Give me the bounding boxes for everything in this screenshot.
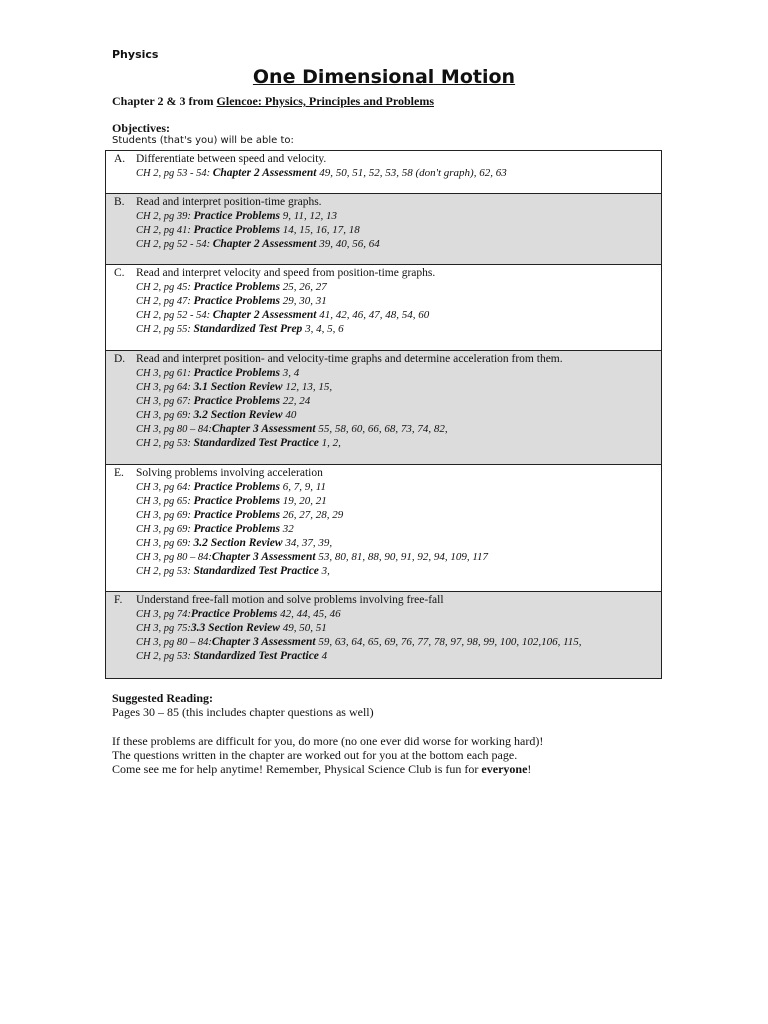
assignment-section: Chapter 2 Assessment	[212, 309, 317, 321]
assignment-reference: CH 2, pg 53 - 54:	[136, 168, 213, 179]
assignment-section: Practice Problems	[193, 509, 281, 521]
assignment-problems: 41, 42, 46, 47, 48, 54, 60	[316, 309, 430, 321]
assignment-line	[136, 280, 661, 294]
closing-emphasis: everyone	[481, 762, 528, 776]
assignment-line	[136, 166, 661, 180]
assignment-section: 3.1 Section Review	[193, 381, 283, 393]
assignment-section: Practice Problems	[193, 395, 281, 407]
closing-line-3-text: Come see me for help anytime! Remember, Physical Science Club is fun for	[112, 762, 482, 776]
objective-description: Understand free-fall motion and solve problems involving free-fall	[136, 594, 444, 606]
assignment-line	[136, 209, 661, 223]
assignment-line	[136, 536, 661, 550]
objective-row	[106, 351, 661, 465]
assignment-line	[136, 436, 661, 450]
assignment-line	[136, 621, 661, 635]
assignment-problems: 40	[282, 409, 297, 421]
assignment-problems: 55, 58, 60, 66, 68, 73, 74, 82,	[315, 423, 448, 435]
suggested-reading-label: Suggested Reading:	[112, 691, 214, 705]
objective-letter: B.	[114, 196, 125, 208]
assignment-problems: 32	[280, 523, 294, 535]
assignment-problems: 3, 4	[280, 367, 300, 379]
objective-row	[106, 465, 661, 592]
assignment-reference: CH 3, pg 65:	[136, 496, 194, 507]
objective-description: Read and interpret position-time graphs.	[136, 196, 322, 208]
assignment-reference: CH 2, pg 53:	[136, 566, 194, 577]
assignment-problems: 14, 15, 16, 17, 18	[280, 224, 360, 236]
assignment-line	[136, 308, 661, 322]
objective-description: Read and interpret position- and velocity-time graphs and determine acceleration from them.	[136, 353, 563, 365]
assignment-section: Practice Problems	[193, 224, 281, 236]
assignment-problems: 22, 24	[280, 395, 311, 407]
assignment-problems: 42, 44, 45, 46	[277, 608, 341, 620]
objective-description: Differentiate between speed and velocity.	[136, 153, 327, 165]
objective-row	[106, 265, 661, 351]
assignment-problems: 3,	[318, 565, 330, 577]
assignment-problems: 1, 2,	[318, 437, 341, 449]
assignment-line	[136, 508, 661, 522]
objective-letter: F.	[114, 594, 123, 606]
assignment-reference: CH 3, pg 75:	[136, 623, 191, 634]
assignment-reference: CH 2, pg 55:	[136, 324, 194, 335]
assignment-reference: CH 3, pg 61:	[136, 368, 194, 379]
assignment-line	[136, 366, 661, 380]
assignment-section: Practice Problems	[193, 481, 281, 493]
objective-description: Solving problems involving acceleration	[136, 467, 323, 479]
assignment-section: Practice Problems	[193, 367, 281, 379]
assignment-problems: 49, 50, 51, 52, 53, 58 (don't graph), 62, 63	[316, 167, 507, 179]
assignment-reference: CH 3, pg 80 – 84:	[136, 552, 212, 563]
assignment-section: Standardized Test Practice	[193, 650, 319, 662]
assignment-reference: CH 3, pg 74:	[136, 609, 191, 620]
assignment-reference: CH 2, pg 52 - 54:	[136, 239, 213, 250]
assignment-problems: 25, 26, 27	[280, 281, 327, 293]
assignment-line	[136, 380, 661, 394]
objective-heading	[106, 352, 661, 366]
objectives-label: Objectives:	[112, 121, 170, 135]
assignment-section: 3.2 Section Review	[193, 537, 283, 549]
objective-heading	[106, 266, 661, 280]
page-title: One Dimensional Motion	[252, 66, 516, 88]
assignment-problems: 53, 80, 81, 88, 90, 91, 92, 94, 109, 117	[315, 551, 489, 563]
assignment-problems: 9, 11, 12, 13	[280, 210, 337, 222]
assignment-problems: 4	[318, 650, 328, 662]
assignment-problems: 39, 40, 56, 64	[316, 238, 380, 250]
assignment-line	[136, 237, 661, 251]
assignment-reference: CH 3, pg 69:	[136, 524, 194, 535]
assignment-line	[136, 408, 661, 422]
closing-line-1: If these problems are difficult for you, do more (no one ever did worse for working hard)!	[112, 734, 544, 748]
assignment-line	[136, 564, 661, 578]
objective-letter: A.	[114, 153, 126, 165]
assignment-reference: CH 3, pg 69:	[136, 538, 194, 549]
assignment-problems: 29, 30, 31	[280, 295, 327, 307]
objective-heading	[106, 152, 661, 166]
suggested-reading-text: Pages 30 – 85 (this includes chapter questions as well)	[112, 705, 374, 719]
assignment-line	[136, 494, 661, 508]
assignment-section: Practice Problems	[193, 295, 281, 307]
assignment-section: 3.3 Section Review	[190, 622, 280, 634]
assignment-line	[136, 607, 661, 621]
assignment-reference: CH 3, pg 67:	[136, 396, 194, 407]
assignment-line	[136, 635, 661, 649]
assignment-section: Standardized Test Prep	[193, 323, 303, 335]
assignment-line	[136, 649, 661, 663]
assignment-line	[136, 223, 661, 237]
objective-row	[106, 194, 661, 265]
assignment-line	[136, 394, 661, 408]
assignment-problems: 59, 63, 64, 65, 69, 76, 77, 78, 97, 98, 99, 100, 102,106, 115,	[315, 636, 582, 648]
assignment-problems: 49, 50, 51	[279, 622, 327, 634]
assignment-line	[136, 480, 661, 494]
objective-heading	[106, 466, 661, 480]
assignment-problems: 34, 37, 39,	[282, 537, 333, 549]
closing-line-3	[112, 762, 543, 776]
objective-letter: C.	[114, 267, 125, 279]
chapter-prefix: Chapter 2 & 3 from	[112, 94, 217, 108]
students-line: Students (that's you) will be able to:	[112, 135, 294, 146]
objective-letter: E.	[114, 467, 124, 479]
assignment-reference: CH 3, pg 80 – 84:	[136, 637, 212, 648]
assignment-reference: CH 3, pg 64:	[136, 382, 194, 393]
chapter-reference	[112, 94, 434, 109]
assignment-problems: 3, 4, 5, 6	[302, 323, 344, 335]
assignment-line	[136, 322, 661, 336]
assignment-section: Practice Problems	[193, 281, 281, 293]
assignment-section: Practice Problems	[193, 495, 281, 507]
assignment-problems: 12, 13, 15,	[282, 381, 333, 393]
assignment-reference: CH 2, pg 47:	[136, 296, 194, 307]
subject-label: Physics	[112, 48, 159, 61]
closing-line-2: The questions written in the chapter are worked out for you at the bottom each page.	[112, 748, 518, 762]
assignment-section: Practice Problems	[193, 210, 281, 222]
assignment-reference: CH 2, pg 53:	[136, 438, 194, 449]
assignment-section: Chapter 3 Assessment	[211, 551, 316, 563]
objective-row	[106, 592, 661, 678]
assignment-section: Standardized Test Practice	[193, 437, 319, 449]
assignment-problems: 26, 27, 28, 29	[280, 509, 344, 521]
objectives-table	[105, 150, 662, 679]
objective-letter: D.	[114, 353, 126, 365]
assignment-section: 3.2 Section Review	[193, 409, 283, 421]
assignment-section: Practice Problems	[193, 523, 281, 535]
objective-row	[106, 151, 661, 194]
assignment-reference: CH 3, pg 80 – 84:	[136, 424, 212, 435]
assignment-line	[136, 422, 661, 436]
assignment-reference: CH 2, pg 52 - 54:	[136, 310, 213, 321]
assignment-problems: 6, 7, 9, 11	[280, 481, 326, 493]
assignment-section: Chapter 3 Assessment	[211, 423, 316, 435]
closing-notes	[112, 734, 543, 776]
objective-heading	[106, 593, 661, 607]
assignment-reference: CH 2, pg 41:	[136, 225, 194, 236]
assignment-reference: CH 2, pg 53:	[136, 651, 194, 662]
assignment-line	[136, 522, 661, 536]
textbook-title: Glencoe: Physics, Principles and Problems	[216, 94, 434, 108]
assignment-reference: CH 2, pg 45:	[136, 282, 194, 293]
assignment-section: Chapter 3 Assessment	[211, 636, 316, 648]
assignment-section: Standardized Test Practice	[193, 565, 319, 577]
assignment-line	[136, 550, 661, 564]
assignment-section: Chapter 2 Assessment	[212, 238, 317, 250]
assignment-reference: CH 3, pg 64:	[136, 482, 194, 493]
objective-description: Read and interpret velocity and speed from position-time graphs.	[136, 267, 436, 279]
assignment-section: Practice Problems	[190, 608, 278, 620]
assignment-problems: 19, 20, 21	[280, 495, 327, 507]
closing-line-3-end: !	[527, 762, 532, 776]
assignment-reference: CH 2, pg 39:	[136, 211, 194, 222]
assignment-reference: CH 3, pg 69:	[136, 410, 194, 421]
assignment-reference: CH 3, pg 69:	[136, 510, 194, 521]
assignment-line	[136, 294, 661, 308]
assignment-section: Chapter 2 Assessment	[212, 167, 317, 179]
objective-heading	[106, 195, 661, 209]
